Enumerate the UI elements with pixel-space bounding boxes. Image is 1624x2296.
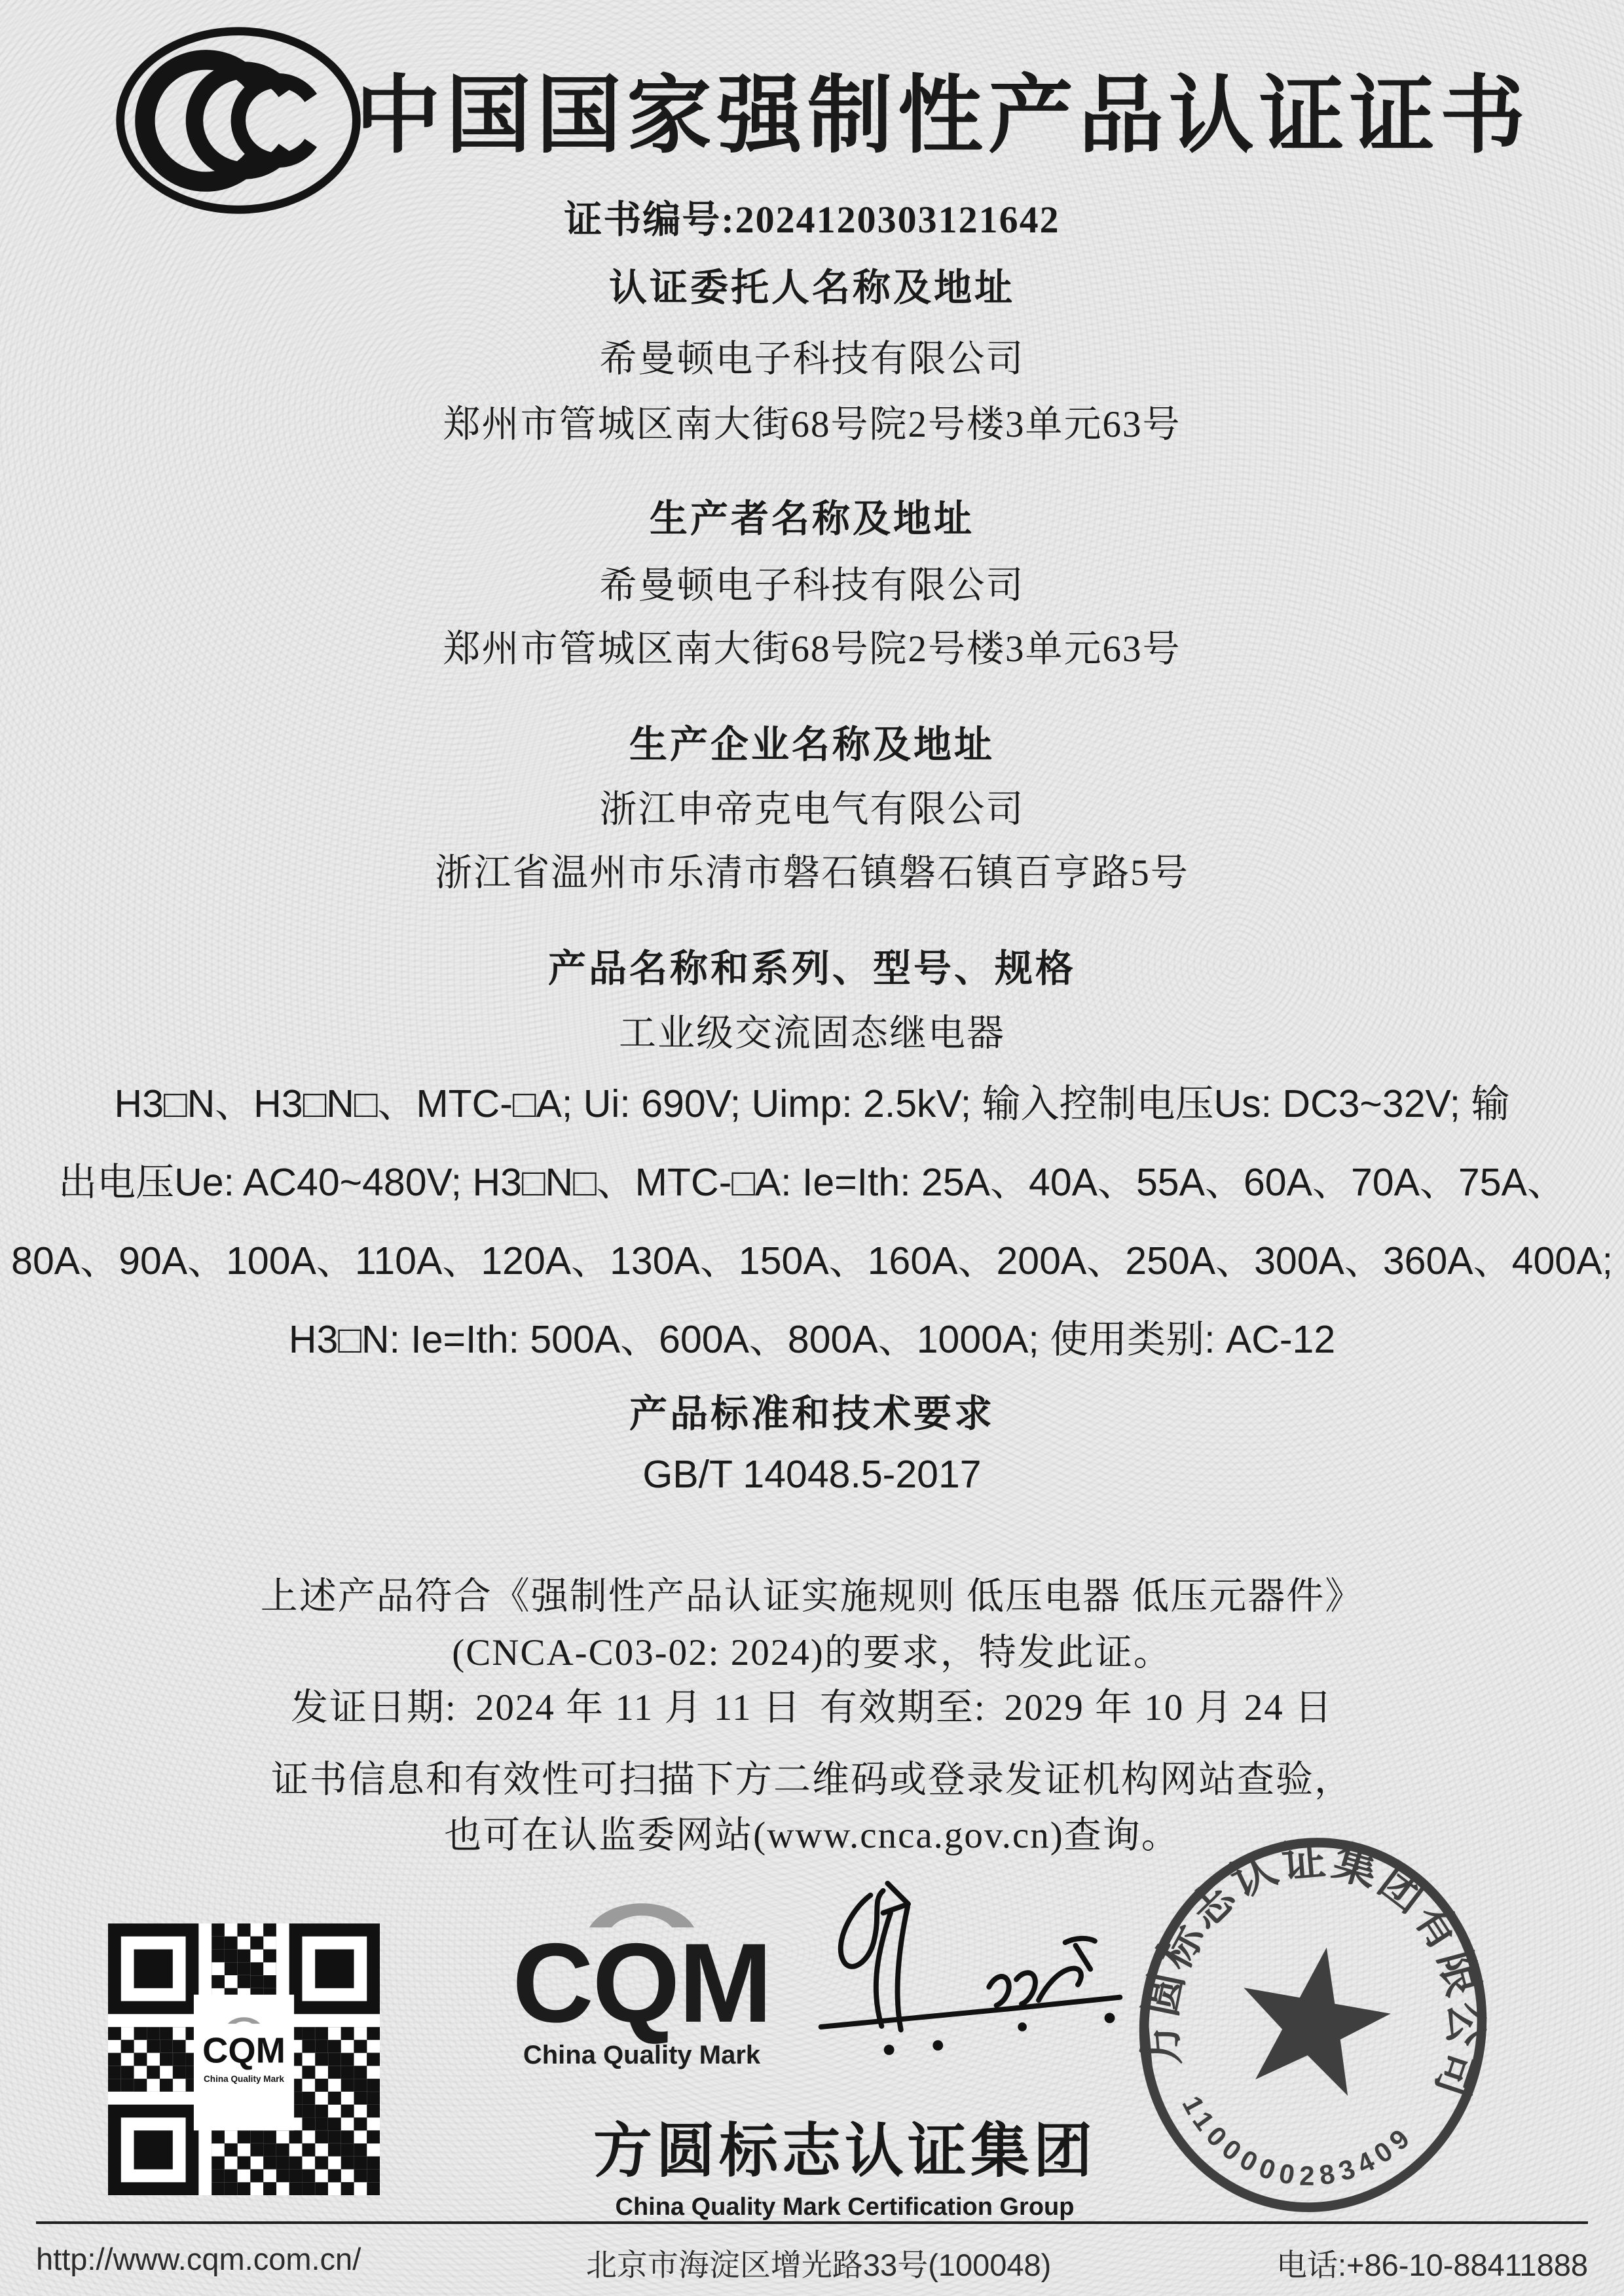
stamp-ring-text: 方圆标志认证集团有限公司 <box>1135 1835 1490 2105</box>
factory-heading: 生产企业名称及地址 <box>629 723 995 766</box>
issue-date-value: 2024 年 11 月 11 日 <box>475 1687 802 1728</box>
product-spec-line: 出电压Ue: AC40~480V; H3□N□、MTC-□A: Ie=Ith: 25A、40A、55A、60A、70A、75A、 <box>58 1161 1566 1204</box>
valid-until-label: 有效期至: <box>819 1687 986 1728</box>
group-name-cn: 方圆标志认证集团 <box>593 2119 1096 2184</box>
stamp-number: 1100000283409 <box>1176 2090 1416 2191</box>
valid-until-value: 2029 年 10 月 24 日 <box>1004 1687 1333 1728</box>
statement-line-2: (CNCA-C03-02: 2024)的要求，特发此证。 <box>452 1632 1172 1673</box>
footer-phone: 电话:+86-10-88411888 <box>1276 2248 1588 2282</box>
product-name: 工业级交流固态继电器 <box>619 1013 1005 1054</box>
product-spec-line: H3□N: Ie=Ith: 500A、600A、800A、1000A; 使用类别: AC-12 <box>288 1318 1336 1361</box>
page-title: 中国国家强制性产品认证证书 <box>355 69 1530 164</box>
cqm-logo <box>498 1887 786 2070</box>
applicant-name: 希曼顿电子科技有限公司 <box>599 338 1025 380</box>
producer-heading: 生产者名称及地址 <box>649 498 974 540</box>
producer-name: 希曼顿电子科技有限公司 <box>599 565 1025 606</box>
certificate-number-line <box>0 189 1624 244</box>
issue-date-label: 发证日期: <box>291 1687 457 1728</box>
applicant-heading: 认证委托人名称及地址 <box>608 266 1015 309</box>
footer-url: http://www.cqm.com.cn/ <box>36 2242 361 2276</box>
cqm-logo-subtitle: China Quality Mark <box>523 2041 761 2070</box>
star-icon <box>1228 1935 1400 2101</box>
footer-bar <box>36 2221 1588 2285</box>
qr-code-icon <box>108 1923 380 2195</box>
product-spec-line: H3□N、H3□N□、MTC-□A; Ui: 690V; Uimp: 2.5kV; 输入控制电压Us: DC3~32V; 输 <box>114 1082 1510 1125</box>
dates-line <box>0 1677 1624 1731</box>
standard-heading: 产品标准和技术要求 <box>629 1393 995 1435</box>
certificate-number-value: 2024120303121642 <box>735 198 1060 241</box>
statement-line-1: 上述产品符合《强制性产品认证实施规则 低压电器 低压元器件》 <box>260 1576 1364 1617</box>
qr-center-text: CQM <box>202 2030 286 2071</box>
factory-name: 浙江申帝克电气有限公司 <box>599 789 1025 830</box>
footer-address: 北京市海淀区增光路33号(100048) <box>585 2248 1052 2282</box>
product-spec-line: 80A、90A、100A、110A、120A、130A、150A、160A、200A、250A、300A、360A、400A; <box>11 1239 1613 1283</box>
certificate-number-label: 证书编号: <box>564 198 735 241</box>
notice-line-1: 证书信息和有效性可扫描下方二维码或登录发证机构网站查验， <box>271 1759 1353 1800</box>
company-stamp <box>1087 1799 1539 2251</box>
applicant-address: 郑州市管城区南大街68号院2号楼3单元63号 <box>443 404 1181 445</box>
group-name-en: China Quality Mark Certification Group <box>615 2193 1075 2221</box>
product-heading: 产品名称和系列、型号、规格 <box>547 947 1076 990</box>
qr-center-subtitle: China Quality Mark <box>204 2074 285 2085</box>
notice-line-2: 也可在认监委网站(www.cnca.gov.cn)查询。 <box>444 1815 1180 1856</box>
factory-address: 浙江省温州市乐清市磐石镇磐石镇百亨路5号 <box>435 852 1189 894</box>
cqm-logo-text: CQM <box>512 1920 771 2046</box>
producer-address: 郑州市管城区南大街68号院2号楼3单元63号 <box>443 629 1181 670</box>
standard-value: GB/T 14048.5-2017 <box>642 1453 982 1496</box>
